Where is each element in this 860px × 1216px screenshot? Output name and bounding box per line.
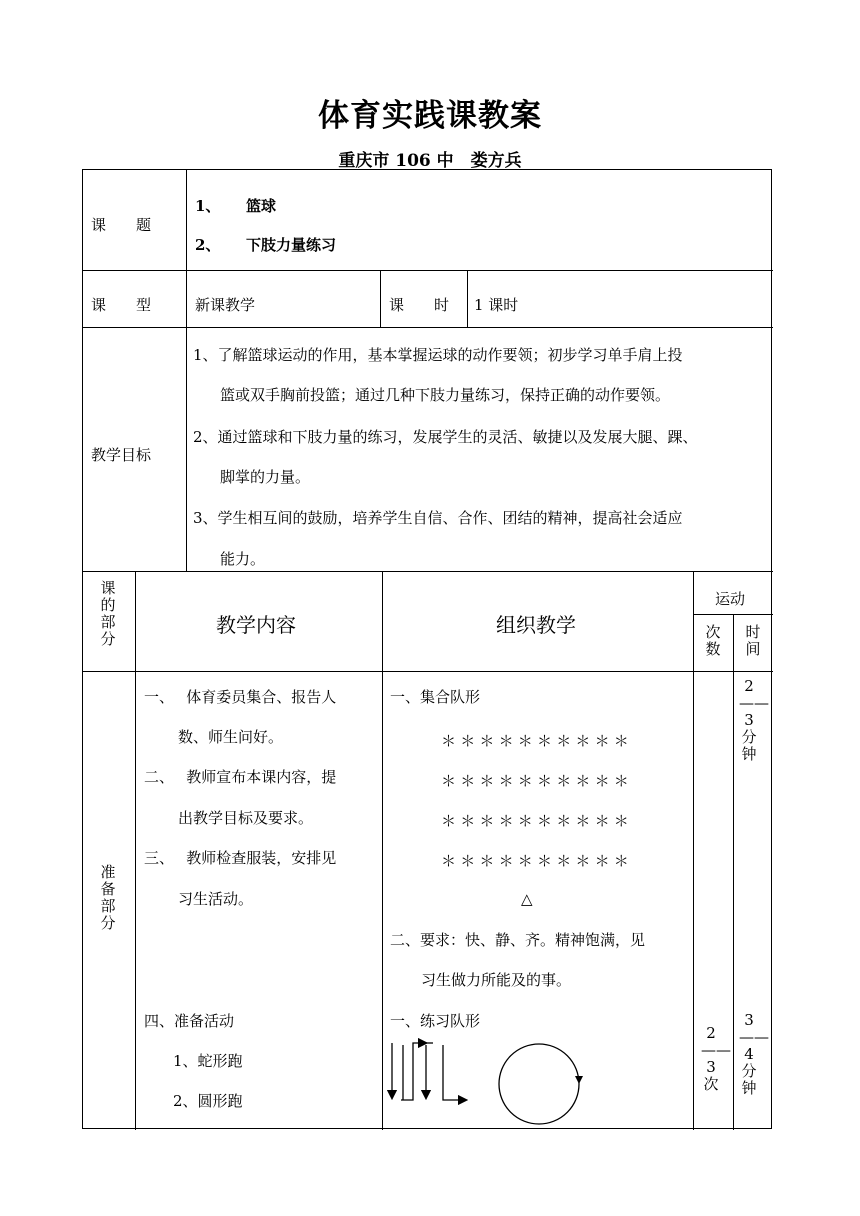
table-rule [83,671,773,672]
hours-value: 1 课时 [474,296,519,314]
header-org: 组织教学 [496,613,576,637]
goal-line: 2、通过篮球和下肢力量的练习，发展学生的灵活、敏捷以及发展大腿、踝、 [193,428,698,446]
table-rule [733,614,734,1130]
topic-label: 课 题 [91,216,152,234]
prep-content-line: 习生活动。 [178,890,254,908]
header-content: 教学内容 [216,613,296,637]
prep-content-line: 四、准备活动 [144,1012,235,1030]
formation-row: ＊＊＊＊＊＊＊＊＊＊ [441,852,634,870]
goal-line: 篮或双手胸前投篮；通过几种下肢力量练习，保持正确的动作要领。 [220,386,671,404]
table-rule [135,571,136,1130]
table-rule [467,270,468,327]
topic-item-text: 下肢力量练习 [246,236,337,254]
header-count: 次数 [705,623,721,658]
snake-run-diagram [383,1035,483,1110]
topic-item-num: 1、 [195,197,221,215]
type-value: 新课教学 [195,296,256,314]
goals-label: 教学目标 [91,446,152,464]
formation-row: ＊＊＊＊＊＊＊＊＊＊ [441,772,634,790]
table-rule [380,270,381,327]
header-sport: 运动 [715,590,746,608]
goal-line: 1、了解篮球运动的作用，基本掌握运球的动作要领；初步学习单手肩上投 [193,346,683,364]
table-rule [83,571,773,572]
prep-content-line: 2、圆形跑 [173,1092,243,1110]
prep-time-1: 2——3分钟 [739,677,769,763]
header-time: 时间 [745,623,761,658]
prep-content-line: 1、蛇形跑 [173,1052,243,1070]
prep-content-line: 三、 教师检查服装，安排见 [144,849,337,867]
type-label: 课 型 [91,296,152,314]
prep-org-line: 一、练习队形 [390,1012,481,1030]
prep-org-line: 二、要求：快、静、齐。精神饱满，见 [390,931,646,949]
document-title: 体育实践课教案 [318,98,542,134]
prep-part-label: 准备部分 [100,863,116,932]
goal-line: 3、学生相互间的鼓励，培养学生自信、合作、团结的精神，提高社会适应 [193,509,683,527]
prep-content-line: 出教学目标及要求。 [178,809,314,827]
lesson-plan-table [82,169,772,1129]
prep-org-line: 习生做力所能及的事。 [421,971,572,989]
formation-row: ＊＊＊＊＊＊＊＊＊＊ [441,812,634,830]
topic-item-text: 篮球 [246,197,277,215]
circle-run-diagram [495,1040,583,1128]
table-rule [693,571,694,1130]
prep-content-line: 数、师生问好。 [178,728,284,746]
document-subtitle: 重庆市 106 中 娄方兵 [338,151,522,171]
goal-line: 能力。 [220,550,266,568]
formation-row: ＊＊＊＊＊＊＊＊＊＊ [441,732,634,750]
prep-count-2: 2——3次 [701,1024,731,1093]
hours-label: 课 时 [389,296,450,314]
teacher-marker: △ [521,890,533,908]
prep-content-line: 一、 体育委员集合、报告人 [144,688,337,706]
prep-time-2: 3——4分钟 [739,1011,769,1097]
prep-content-line: 二、 教师宣布本课内容，提 [144,768,337,786]
topic-item-num: 2、 [195,236,221,254]
prep-org-line: 一、集合队形 [390,688,481,706]
table-rule [186,170,187,571]
header-part: 课的部分 [100,579,116,648]
goal-line: 脚掌的力量。 [220,468,311,486]
